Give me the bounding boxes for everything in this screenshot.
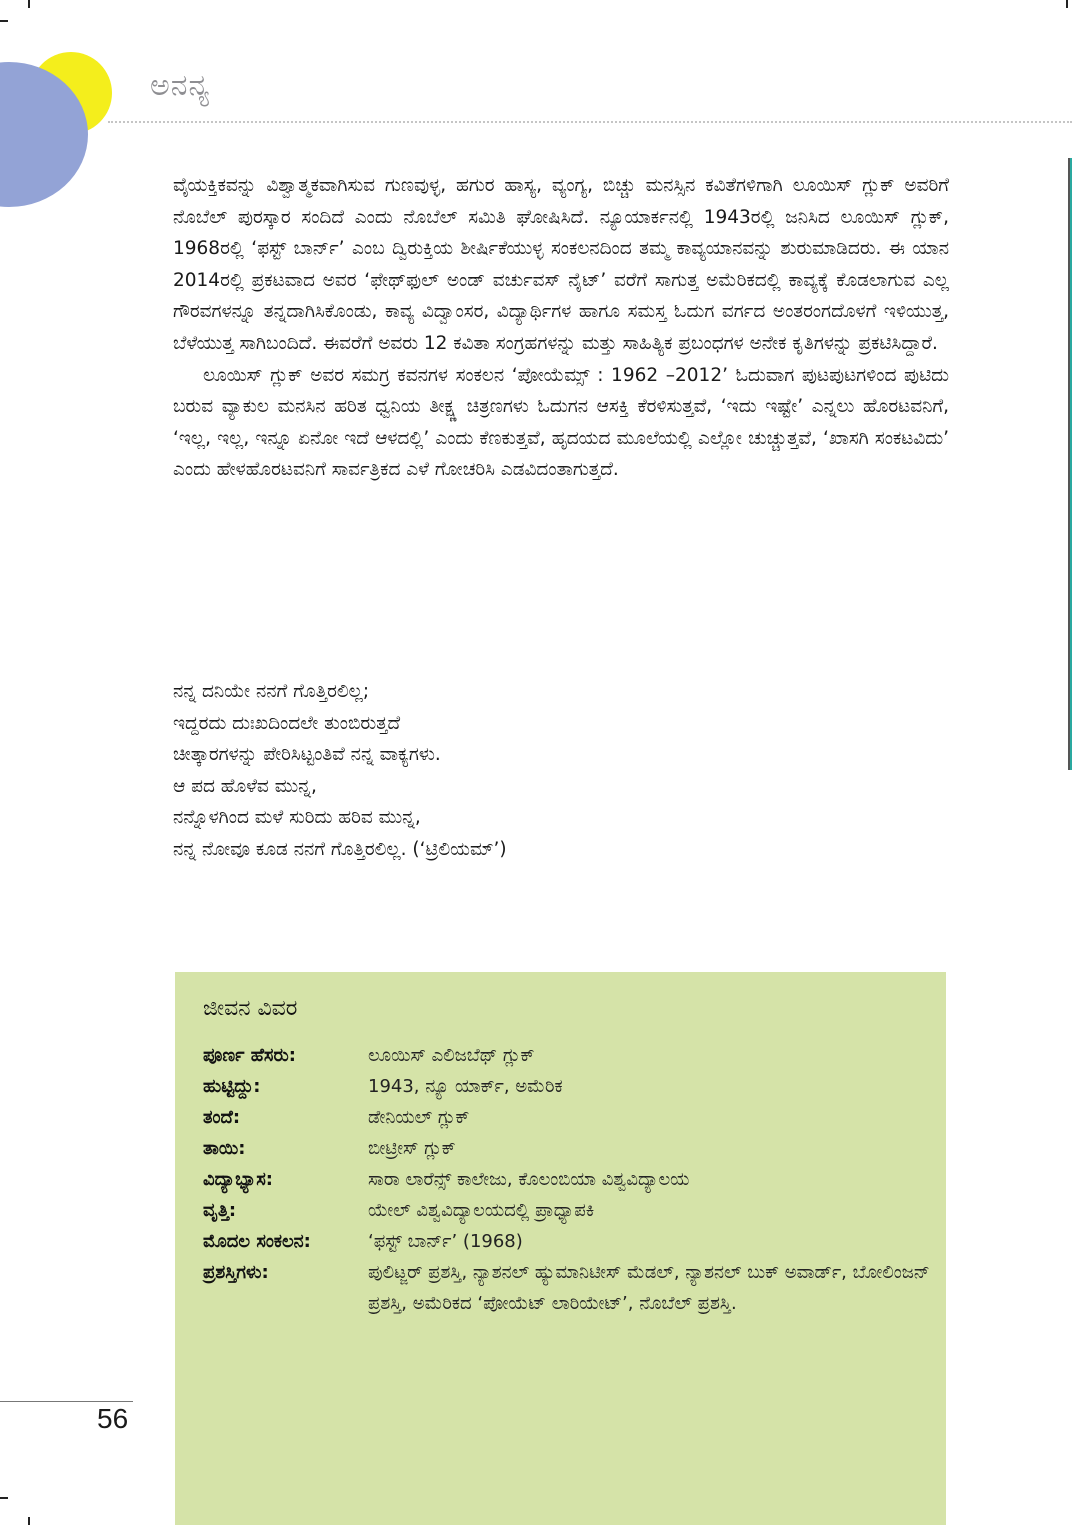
- bio-row-mother: [203, 1133, 933, 1164]
- crop-mark-top-left: [28, 0, 30, 8]
- page-number-rule: [0, 1401, 133, 1402]
- poem-excerpt: [173, 676, 949, 866]
- bio-label: ತಂದೆ:: [203, 1107, 241, 1128]
- biography-box: [175, 972, 946, 1525]
- bio-label: ತಾಯಿ:: [203, 1138, 246, 1159]
- body-text: [173, 170, 949, 486]
- bio-row-full-name: [203, 1040, 933, 1071]
- bio-value: ಪುಲಿಟ್ಜರ್ ಪ್ರಶಸ್ತಿ, ನ್ಯಾಶನಲ್ ಹ್ಯುಮಾನಿಟೀಸ್ ಮೆಡಲ್, ನ್ಯಾಶನಲ್ ಬುಕ್ ಅವಾರ್ಡ್, ಬೋಲಿಂಜನ್ ಪ್ರಶಸ್ತಿ, ಅಮೆರಿಕದ ‘ಪೋಯೆಟ್ ಲಾರಿಯೇಟ್’, ನೊಬೆಲ್ ಪ್ರಶಸ್ತಿ.: [368, 1262, 930, 1314]
- bio-value: ಡೇನಿಯಲ್ ಗ್ಲುಕ್: [368, 1107, 470, 1128]
- bio-row-awards: [203, 1257, 933, 1319]
- poem-line: ಚೀತ್ಕಾರಗಳನ್ನು ಪೇರಿಸಿಟ್ಟಂತಿವೆ ನನ್ನ ವಾಕ್ಯಗಳು.: [173, 744, 441, 766]
- bio-row-education: [203, 1164, 933, 1195]
- bio-label: ವಿದ್ಯಾಭ್ಯಾಸ:: [203, 1169, 273, 1190]
- bio-row-first-collection: [203, 1226, 933, 1257]
- bio-row-born: [203, 1071, 933, 1102]
- bio-value: ಲೂಯಿಸ್ ಎಲಿಜಬೆಥ್ ಗ್ಲುಕ್: [368, 1045, 535, 1066]
- biography-heading: ಜೀವನ ವಿವರ: [203, 996, 298, 1021]
- bio-value: ‘ಫಸ್ಟ್ ಬಾರ್ನ್’ (1968): [368, 1231, 523, 1252]
- crop-mark-left-bottom: [0, 1497, 8, 1499]
- biography-details: [203, 1040, 933, 1319]
- bio-value: 1943, ನ್ಯೂ ಯಾರ್ಕ್, ಅಮೆರಿಕ: [368, 1076, 563, 1097]
- poem-line: ಆ ಪದ ಹೊಳೆವ ಮುನ್ನ,: [173, 775, 317, 797]
- bio-label: ಪ್ರಶಸ್ತಿಗಳು:: [203, 1262, 269, 1283]
- poem-line: ನನ್ನ ನೋವೂ ಕೂಡ ನನಗೆ ಗೊತ್ತಿರಲಿಲ್ಲ. (‘ಟ್ರಿಲಿಯಮ್’): [173, 838, 507, 860]
- bio-value: ಯೇಲ್ ವಿಶ್ವವಿದ್ಯಾಲಯದಲ್ಲಿ ಪ್ರಾಧ್ಯಾಪಕಿ: [368, 1200, 595, 1221]
- page-number: 56: [97, 1403, 129, 1434]
- bio-label: ಪೂರ್ಣ ಹೆಸರು:: [203, 1045, 296, 1066]
- bio-value: ಸಾರಾ ಲಾರೆನ್ಸ್ ಕಾಲೇಜು, ಕೊಲಂಬಿಯಾ ವಿಶ್ವವಿದ್ಯಾಲಯ: [368, 1169, 690, 1190]
- bio-value: ಬೀಟ್ರೀಸ್ ಗ್ಲುಕ್: [368, 1138, 456, 1159]
- body-paragraph: ಲೂಯಿಸ್ ಗ್ಲುಕ್ ಅವರ ಸಮಗ್ರ ಕವನಗಳ ಸಂಕಲನ ‘ಪೋಯೆಮ್ಸ್ : 1962 –2012’ ಓದುವಾಗ ಪುಟಪುಟಗಳಿಂದ ಪುಟಿದು ಬರುವ ವ್ಯಾಕುಲ ಮನಸಿನ ಹರಿತ ಧ್ವನಿಯ ತೀಕ್ಷ್ಣ ಚಿತ್ರಣಗಳು ಓದುಗನ ಆಸಕ್ತಿ ಕೆರಳಿಸುತ್ತವೆ, ‘ಇದು ಇಷ್ಟೇ’ ಎನ್ನಲು ಹೊರಟವನಿಗೆ, ‘ಇಲ್ಲ, ಇಲ್ಲ, ಇನ್ನೂ ಏನೋ ಇದೆ ಆಳದಲ್ಲಿ’ ಎಂದು ಕೆಣಕುತ್ತವೆ, ಹೃದಯದ ಮೂಲೆಯಲ್ಲಿ ಎಲ್ಲೋ ಚುಚ್ಚುತ್ತವೆ, ‘ಖಾಸಗಿ ಸಂಕಟವಿದು’ ಎಂದು ಹೇಳಹೊರಟವನಿಗೆ ಸಾರ್ವತ್ರಿಕದ ಎಳೆ ಗೋಚರಿಸಿ ಎಡವಿದಂತಾಗುತ್ತದೆ.: [173, 364, 949, 481]
- bio-label: ಮೊದಲ ಸಂಕಲನ:: [203, 1231, 311, 1252]
- bio-row-profession: [203, 1195, 933, 1226]
- crop-mark-top-right: [1066, 0, 1068, 8]
- crop-mark-left-top: [0, 20, 8, 22]
- header-dotted-rule: [108, 121, 1072, 123]
- poem-line: ನನ್ನೊಳಗಿಂದ ಮಳೆ ಸುರಿದು ಹರಿವ ಮುನ್ನ,: [173, 807, 421, 829]
- bio-row-father: [203, 1102, 933, 1133]
- crop-mark-bottom-left: [28, 1517, 30, 1525]
- bio-label: ವೃತ್ತಿ:: [203, 1200, 237, 1221]
- body-paragraph: ವೈಯಕ್ತಿಕವನ್ನು ವಿಶ್ವಾತ್ಮಕವಾಗಿಸುವ ಗುಣವುಳ್ಳ, ಹಗುರ ಹಾಸ್ಯ, ವ್ಯಂಗ್ಯ, ಬಿಚ್ಚು ಮನಸ್ಸಿನ ಕವಿತೆಗಳಿಗಾಗಿ ಲೂಯಿಸ್ ಗ್ಲುಕ್ ಅವರಿಗೆ ನೊಬೆಲ್ ಪುರಸ್ಕಾರ ಸಂದಿದೆ ಎಂದು ನೊಬೆಲ್ ಸಮಿತಿ ಘೋಷಿಸಿದೆ. ನ್ಯೂಯಾರ್ಕನಲ್ಲಿ 1943ರಲ್ಲಿ ಜನಿಸಿದ ಲೂಯಿಸ್ ಗ್ಲುಕ್, 1968ರಲ್ಲಿ ‘ಫಸ್ಟ್ ಬಾರ್ನ್’ ಎಂಬ ದ್ವಿರುಕ್ತಿಯ ಶೀರ್ಷಿಕೆಯುಳ್ಳ ಸಂಕಲನದಿಂದ ತಮ್ಮ ಕಾವ್ಯಯಾನವನ್ನು ಶುರುಮಾಡಿದರು. ಈ ಯಾನ 2014ರಲ್ಲಿ ಪ್ರಕಟವಾದ ಅವರ ‘ಫೇಥ್‌ಫುಲ್ ಅಂಡ್ ವರ್ಚುವಸ್ ನೈಟ್’ ವರೆಗೆ ಸಾಗುತ್ತ ಅಮೆರಿಕದಲ್ಲಿ ಕಾವ್ಯಕ್ಕೆ ಕೊಡಲಾಗುವ ಎಲ್ಲ ಗೌರವಗಳನ್ನೂ ತನ್ನದಾಗಿಸಿಕೊಂಡು, ಕಾವ್ಯ ವಿದ್ವಾಂಸರ, ವಿದ್ಯಾರ್ಥಿಗಳ ಹಾಗೂ ಸಮಸ್ತ ಓದುಗ ವರ್ಗದ ಅಂತರಂಗದೊಳಗೆ ಇಳಿಯುತ್ತ, ಬೆಳೆಯುತ್ತ ಸಾಗಿಬಂದಿದೆ. ಈವರೆಗೆ ಅವರು 12 ಕವಿತಾ ಸಂಗ್ರಹಗಳನ್ನು ಮತ್ತು ಸಾಹಿತ್ಯಿಕ ಪ್ರಬಂಧಗಳ ಅನೇಕ ಕೃತಿಗಳನ್ನು ಪ್ರಕಟಿಸಿದ್ದಾರೆ.: [173, 175, 949, 354]
- poem-line: ಇದ್ದರದು ದುಃಖದಿಂದಲೇ ತುಂಬಿರುತ್ತದೆ: [173, 712, 401, 734]
- running-header-title: ಅನನ್ಯ: [150, 68, 211, 103]
- poem-line: ನನ್ನ ದನಿಯೇ ನನಗೆ ಗೊತ್ತಿರಲಿಲ್ಲ;: [173, 681, 370, 702]
- bio-label: ಹುಟ್ಟಿದ್ದು:: [203, 1076, 261, 1097]
